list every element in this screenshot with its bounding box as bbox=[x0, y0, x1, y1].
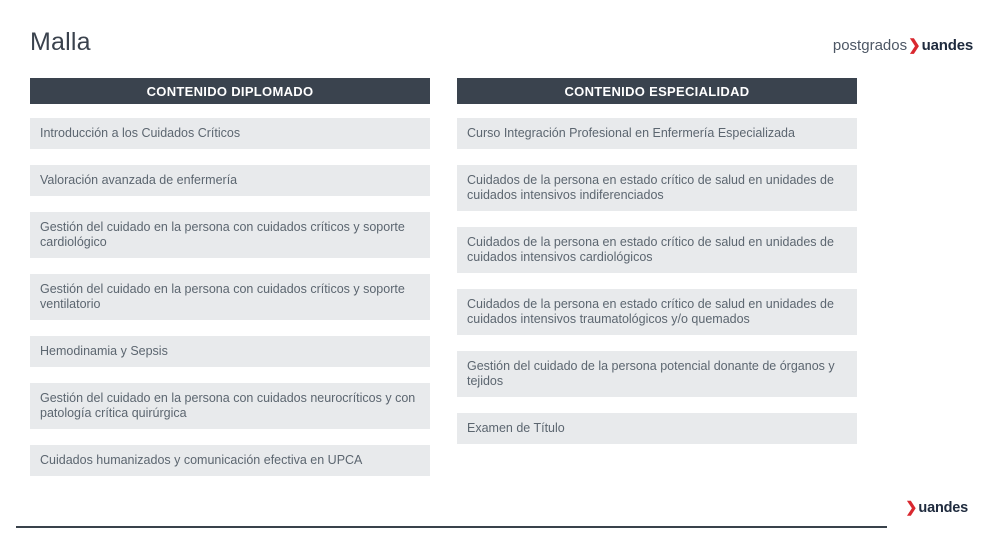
course-item: Curso Integración Profesional en Enfermería Especializada bbox=[457, 118, 857, 149]
course-item: Gestión del cuidado de la persona potencial donante de órganos y tejidos bbox=[457, 351, 857, 397]
brand-name-text: uandes bbox=[921, 37, 973, 54]
course-item: Examen de Título bbox=[457, 413, 857, 444]
brand-name-text: uandes bbox=[918, 500, 968, 516]
course-item: Cuidados humanizados y comunicación efectiva en UPCA bbox=[30, 445, 430, 476]
course-item: Cuidados de la persona en estado crítico de salud en unidades de cuidados intensivos cardiológicos bbox=[457, 227, 857, 273]
course-item: Hemodinamia y Sepsis bbox=[30, 336, 430, 367]
course-item: Cuidados de la persona en estado crítico de salud en unidades de cuidados intensivos traumatológicos y/o quemados bbox=[457, 289, 857, 335]
postgrados-uandes-logo bbox=[833, 36, 973, 54]
column-header-especialidad: CONTENIDO ESPECIALIDAD bbox=[457, 78, 857, 104]
chevron-right-icon: ❯ bbox=[908, 37, 921, 54]
column-header-diplomado: CONTENIDO DIPLOMADO bbox=[30, 78, 430, 104]
column-especialidad bbox=[457, 78, 857, 476]
course-item: Cuidados de la persona en estado crítico de salud en unidades de cuidados intensivos indiferenciados bbox=[457, 165, 857, 211]
column-diplomado bbox=[30, 78, 430, 476]
course-item: Valoración avanzada de enfermería bbox=[30, 165, 430, 196]
course-item: Gestión del cuidado en la persona con cuidados críticos y soporte cardiológico bbox=[30, 212, 430, 258]
curriculum-columns bbox=[30, 78, 857, 476]
course-item: Gestión del cuidado en la persona con cuidados críticos y soporte ventilatorio bbox=[30, 274, 430, 320]
course-item: Introducción a los Cuidados Críticos bbox=[30, 118, 430, 149]
brand-prefix-text: postgrados bbox=[832, 37, 908, 54]
course-item: Gestión del cuidado en la persona con cuidados neurocríticos y con patología crítica quirúrgica bbox=[30, 383, 430, 429]
especialidad-course-list bbox=[457, 118, 857, 444]
uandes-footer-logo bbox=[904, 500, 968, 516]
chevron-right-icon: ❯ bbox=[905, 500, 918, 516]
diplomado-course-list bbox=[30, 118, 430, 476]
footer-divider bbox=[16, 526, 887, 528]
page-title: Malla bbox=[30, 28, 91, 56]
